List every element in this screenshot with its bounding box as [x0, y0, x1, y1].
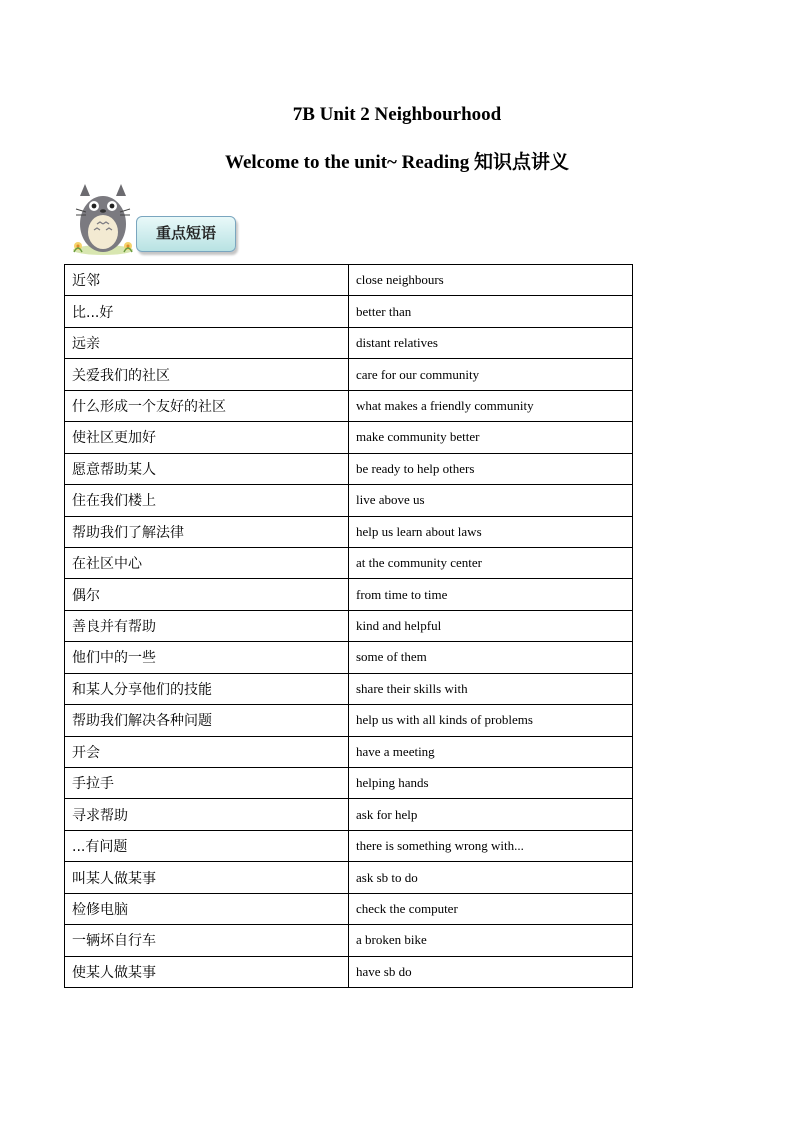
phrase-english: help us with all kinds of problems	[349, 705, 633, 736]
phrase-chinese: 偶尔	[65, 579, 349, 610]
phrase-chinese: 什么形成一个友好的社区	[65, 390, 349, 421]
phrase-chinese: 和某人分享他们的技能	[65, 673, 349, 704]
table-row	[65, 673, 633, 704]
phrase-english: share their skills with	[349, 673, 633, 704]
phrase-english: ask sb to do	[349, 862, 633, 893]
table-row	[65, 327, 633, 358]
phrase-chinese: 比...好	[65, 296, 349, 327]
table-row	[65, 390, 633, 421]
phrase-english: be ready to help others	[349, 453, 633, 484]
phrase-english: check the computer	[349, 893, 633, 924]
phrase-chinese: 寻求帮助	[65, 799, 349, 830]
table-row	[65, 579, 633, 610]
table-row	[65, 862, 633, 893]
page-title: 7B Unit 2 Neighbourhood	[292, 104, 502, 125]
table-row	[65, 296, 633, 327]
phrase-chinese: ...有问题	[65, 830, 349, 861]
table-row	[65, 547, 633, 578]
phrase-chinese: 住在我们楼上	[65, 485, 349, 516]
phrase-english: a broken bike	[349, 925, 633, 956]
phrase-english: care for our community	[349, 359, 633, 390]
phrase-chinese: 一辆坏自行车	[65, 925, 349, 956]
phrase-chinese: 使某人做某事	[65, 956, 349, 987]
phrase-english: better than	[349, 296, 633, 327]
phrase-chinese: 愿意帮助某人	[65, 453, 349, 484]
phrase-chinese: 帮助我们解决各种问题	[65, 705, 349, 736]
phrase-english: helping hands	[349, 768, 633, 799]
table-row	[65, 422, 633, 453]
phrase-chinese: 手拉手	[65, 768, 349, 799]
phrase-chinese: 检修电脑	[65, 893, 349, 924]
totoro-mascot-icon	[70, 184, 136, 256]
table-row	[65, 830, 633, 861]
phrase-english: live above us	[349, 485, 633, 516]
phrase-chinese: 近邻	[65, 265, 349, 296]
phrase-chinese: 开会	[65, 736, 349, 767]
table-row	[65, 610, 633, 641]
phrase-english: make community better	[349, 422, 633, 453]
phrase-english: some of them	[349, 642, 633, 673]
phrase-english: there is something wrong with...	[349, 830, 633, 861]
table-row	[65, 705, 633, 736]
table-row	[65, 893, 633, 924]
phrase-chinese: 使社区更加好	[65, 422, 349, 453]
table-row	[65, 925, 633, 956]
table-row	[65, 799, 633, 830]
section-label-key-phrases: 重点短语	[136, 216, 236, 252]
phrase-english: distant relatives	[349, 327, 633, 358]
phrase-chinese: 他们中的一些	[65, 642, 349, 673]
phrase-english: have sb do	[349, 956, 633, 987]
table-row	[65, 768, 633, 799]
phrase-english: have a meeting	[349, 736, 633, 767]
phrase-english: close neighbours	[349, 265, 633, 296]
page-subtitle: Welcome to the unit~ Reading 知识点讲义	[225, 152, 569, 173]
table-row	[65, 453, 633, 484]
phrase-chinese: 叫某人做某事	[65, 862, 349, 893]
phrase-english: at the community center	[349, 547, 633, 578]
table-row	[65, 265, 633, 296]
phrase-chinese: 远亲	[65, 327, 349, 358]
table-row	[65, 516, 633, 547]
phrase-english: from time to time	[349, 579, 633, 610]
phrase-english: help us learn about laws	[349, 516, 633, 547]
phrase-chinese: 关爱我们的社区	[65, 359, 349, 390]
phrase-chinese: 帮助我们了解法律	[65, 516, 349, 547]
phrase-chinese: 善良并有帮助	[65, 610, 349, 641]
phrase-english: ask for help	[349, 799, 633, 830]
phrase-chinese: 在社区中心	[65, 547, 349, 578]
table-row	[65, 359, 633, 390]
table-row	[65, 642, 633, 673]
table-row	[65, 956, 633, 987]
table-row	[65, 485, 633, 516]
phrase-english: kind and helpful	[349, 610, 633, 641]
phrase-table	[64, 264, 633, 988]
phrase-english: what makes a friendly community	[349, 390, 633, 421]
table-row	[65, 736, 633, 767]
